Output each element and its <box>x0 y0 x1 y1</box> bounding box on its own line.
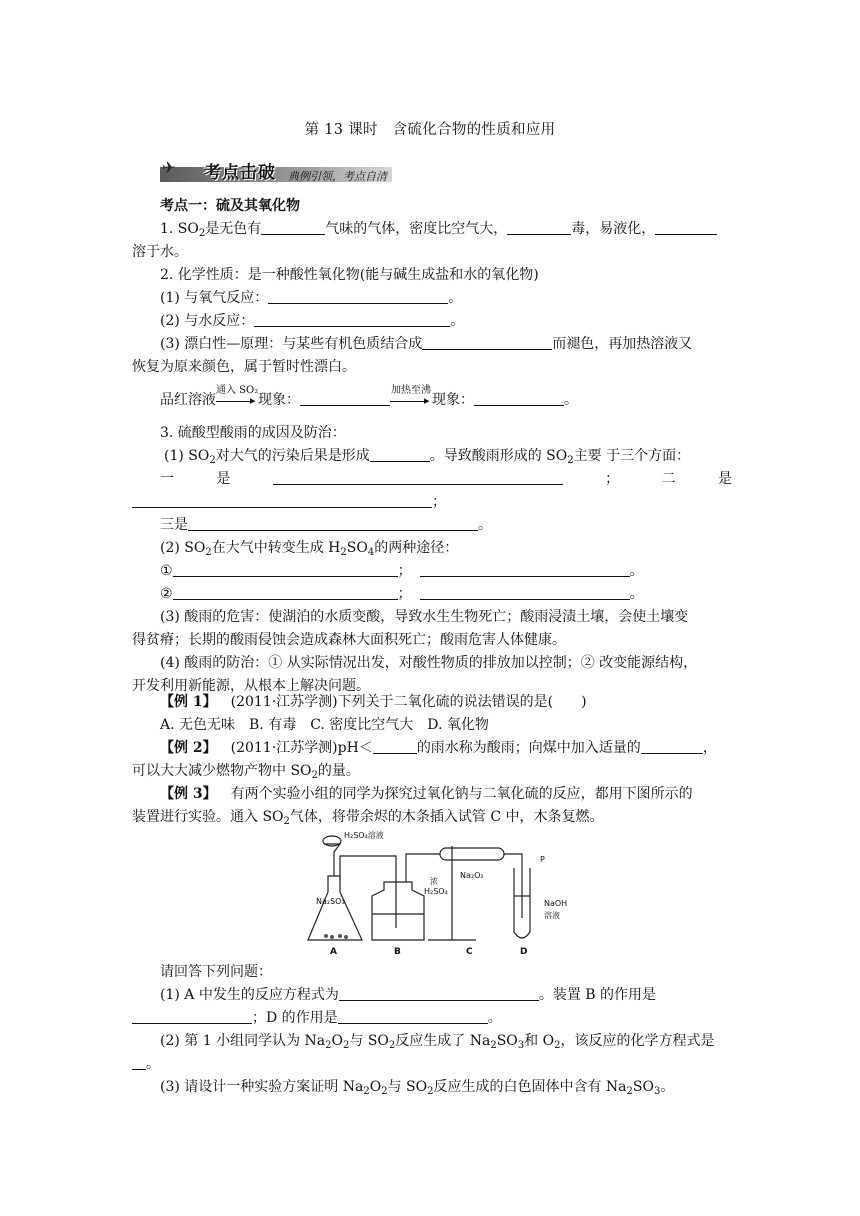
paragraph-2-3-cont: 恢复为原来颜色，属于暂时性漂白。 <box>132 359 356 375</box>
answer-blank[interactable] <box>420 561 630 577</box>
naoh-label: NaOH <box>544 899 568 908</box>
na2so3-label: Na₂SO₃ <box>316 897 345 906</box>
reaction-tube <box>440 848 504 860</box>
apparatus-diagram <box>300 828 580 958</box>
reaction-arrow: 通入 SO₂ ▸ <box>216 385 259 407</box>
paragraph-3-1: (1) $SO_2$对大气的污染后果是形成 。导致酸雨形成的 $SO_2$主要 于三个方面： <box>164 448 691 466</box>
answer-blank[interactable] <box>132 1054 146 1070</box>
banner-title: 考点击破 <box>204 163 276 183</box>
label-a: A <box>330 947 337 957</box>
paragraph-3-3-cont: 得贫瘠；长期的酸雨侵蚀会造成森林大面积死亡；酸雨危害人体健康。 <box>132 632 566 648</box>
section-banner <box>160 158 400 184</box>
label-b: B <box>394 947 401 957</box>
section-heading: 考点一：硫及其氧化物 <box>160 198 300 214</box>
answer-blank[interactable] <box>188 515 478 531</box>
answer-blank[interactable] <box>273 469 563 485</box>
paragraph-3-4-cont: 开发利用新能源，从根本上解决问题。 <box>132 678 370 694</box>
answer-blank[interactable] <box>338 1008 488 1024</box>
h2so4-solution-label: H₂SO₄溶液 <box>344 831 384 840</box>
answer-blank[interactable] <box>420 584 630 600</box>
paragraph-3-2: (2) $SO_2$在大气中转变生成 $H_2SO_4$的两种途径： <box>160 540 459 558</box>
question-2-cont: 。 <box>132 1054 732 1074</box>
paragraph-2-1: (1) 与氧气反应： 。 <box>160 290 463 306</box>
example-3: 【例 3】 有两个实验小组的同学为探究过氧化钠与二氧化硫的反应，都用下图所示的 <box>160 786 693 802</box>
paragraph-3-1-d: 三是 。 <box>160 517 492 533</box>
answer-blank[interactable] <box>254 311 450 327</box>
example-1: 【例 1】 (2011·江苏学测)下列关于二氧化硫的说法错误的是( ) <box>160 694 587 710</box>
answer-blank[interactable] <box>173 584 398 600</box>
paragraph-2-2: (2) 与水反应： 。 <box>160 313 465 329</box>
answer-blank[interactable] <box>507 219 571 235</box>
answer-blank[interactable] <box>655 219 717 235</box>
pinhong-line: 品红溶液 通入 SO₂ ▸ 现象： 加热至沸 ▸ 现象： 。 <box>160 385 578 408</box>
gas-washing-bottle <box>372 882 424 940</box>
page-title: 第 13 课时 含硫化合物的性质和应用 <box>304 122 556 138</box>
p-label: P <box>540 855 545 864</box>
paragraph-2: 2. 化学性质：是一种酸性氧化物(能与碱生成盐和水的氧化物) <box>160 267 539 283</box>
answer-blank[interactable] <box>474 390 564 406</box>
answer-blank[interactable] <box>261 219 325 235</box>
conical-flask <box>308 876 362 940</box>
answer-blank[interactable] <box>373 738 417 754</box>
paragraph-1: 1. $SO_2$是无色有 气味的气体，密度比空气大， 毒，易液化， <box>160 219 732 239</box>
paragraph-3-3: (3) 酸雨的危害：使湖泊的水质变酸，导致水生生物死亡；酸雨浸渍土壤，会使土壤变 <box>160 609 689 625</box>
answer-blank[interactable] <box>268 288 448 304</box>
separatory-funnel <box>324 844 340 876</box>
question-intro: 请回答下列问题： <box>160 964 272 980</box>
paragraph-2-3: (3) 漂白性—原理：与某些有机色质结合成 而褪色，再加热溶液又 <box>160 336 693 352</box>
reaction-arrow: 加热至沸 ▸ <box>391 385 431 407</box>
paragraph-1-cont: 溶于水。 <box>132 244 188 260</box>
naoh-label-2: 溶液 <box>544 911 560 920</box>
paragraph-3-4: (4) 酸雨的防治：① 从实际情况出发，对酸性物质的排放加以控制；② 改变能源结构， <box>160 655 698 671</box>
conc-h2so4-label: H₂SO₄ <box>424 887 448 896</box>
paragraph-3-2-a: ① ； 。 <box>160 563 644 579</box>
question-1: (1) A 中发生的反应方程式为 。装置 B 的作用是 <box>160 987 657 1003</box>
answer-blank[interactable] <box>173 561 398 577</box>
na2o2-label: Na₂O₂ <box>460 871 484 880</box>
example-2: 【例 2】 (2011·江苏学测)pH＜ 的雨水称为酸雨；向煤中加入适量的 ， <box>160 740 717 756</box>
paragraph-3: 3. 硫酸型酸雨的成因及防治： <box>160 425 346 441</box>
answer-blank[interactable] <box>641 738 703 754</box>
banner-subtitle: 典例引领，考点自清 <box>288 170 387 183</box>
paragraph-3-1-c: ； <box>132 492 732 512</box>
answer-blank[interactable] <box>422 334 552 350</box>
plane-icon: ✈ <box>162 158 176 177</box>
question-1-cont: ；D 的作用是 。 <box>132 1008 732 1028</box>
label-c: C <box>466 947 473 957</box>
example-2-cont: 可以大大减少燃物产物中 $SO_2$的量。 <box>132 763 360 781</box>
conc-label: 浓 <box>430 877 438 886</box>
answer-blank[interactable] <box>132 1008 252 1024</box>
label-d: D <box>520 947 528 957</box>
answer-blank[interactable] <box>132 492 432 508</box>
answer-blank[interactable] <box>300 390 390 406</box>
example-1-options: A. 无色无味 B. 有毒 C. 密度比空气大 D. 氧化物 <box>160 717 489 733</box>
answer-blank[interactable] <box>339 985 539 1001</box>
answer-blank[interactable] <box>370 446 430 462</box>
paragraph-3-2-b: ② ； 。 <box>160 586 644 602</box>
example-3-cont: 装置进行实验。通入 $SO_2$气体，将带余烬的木条插入试管 C 中，木条复燃。 <box>132 809 604 827</box>
paragraph-3-1-b: 一 是 ； 二 是 <box>160 471 732 487</box>
question-3: (3) 请设计一种实验方案证明 $Na_2O_2$与 $SO_2$反应生成的白色固体中含有 $Na_2SO_3$。 <box>160 1079 675 1097</box>
question-2: (2) 第 1 小组同学认为 $Na_2O_2$与 $SO_2$反应生成了 $Na_2SO_3$和 $O_2$，该反应的化学方程式是 <box>160 1033 715 1051</box>
